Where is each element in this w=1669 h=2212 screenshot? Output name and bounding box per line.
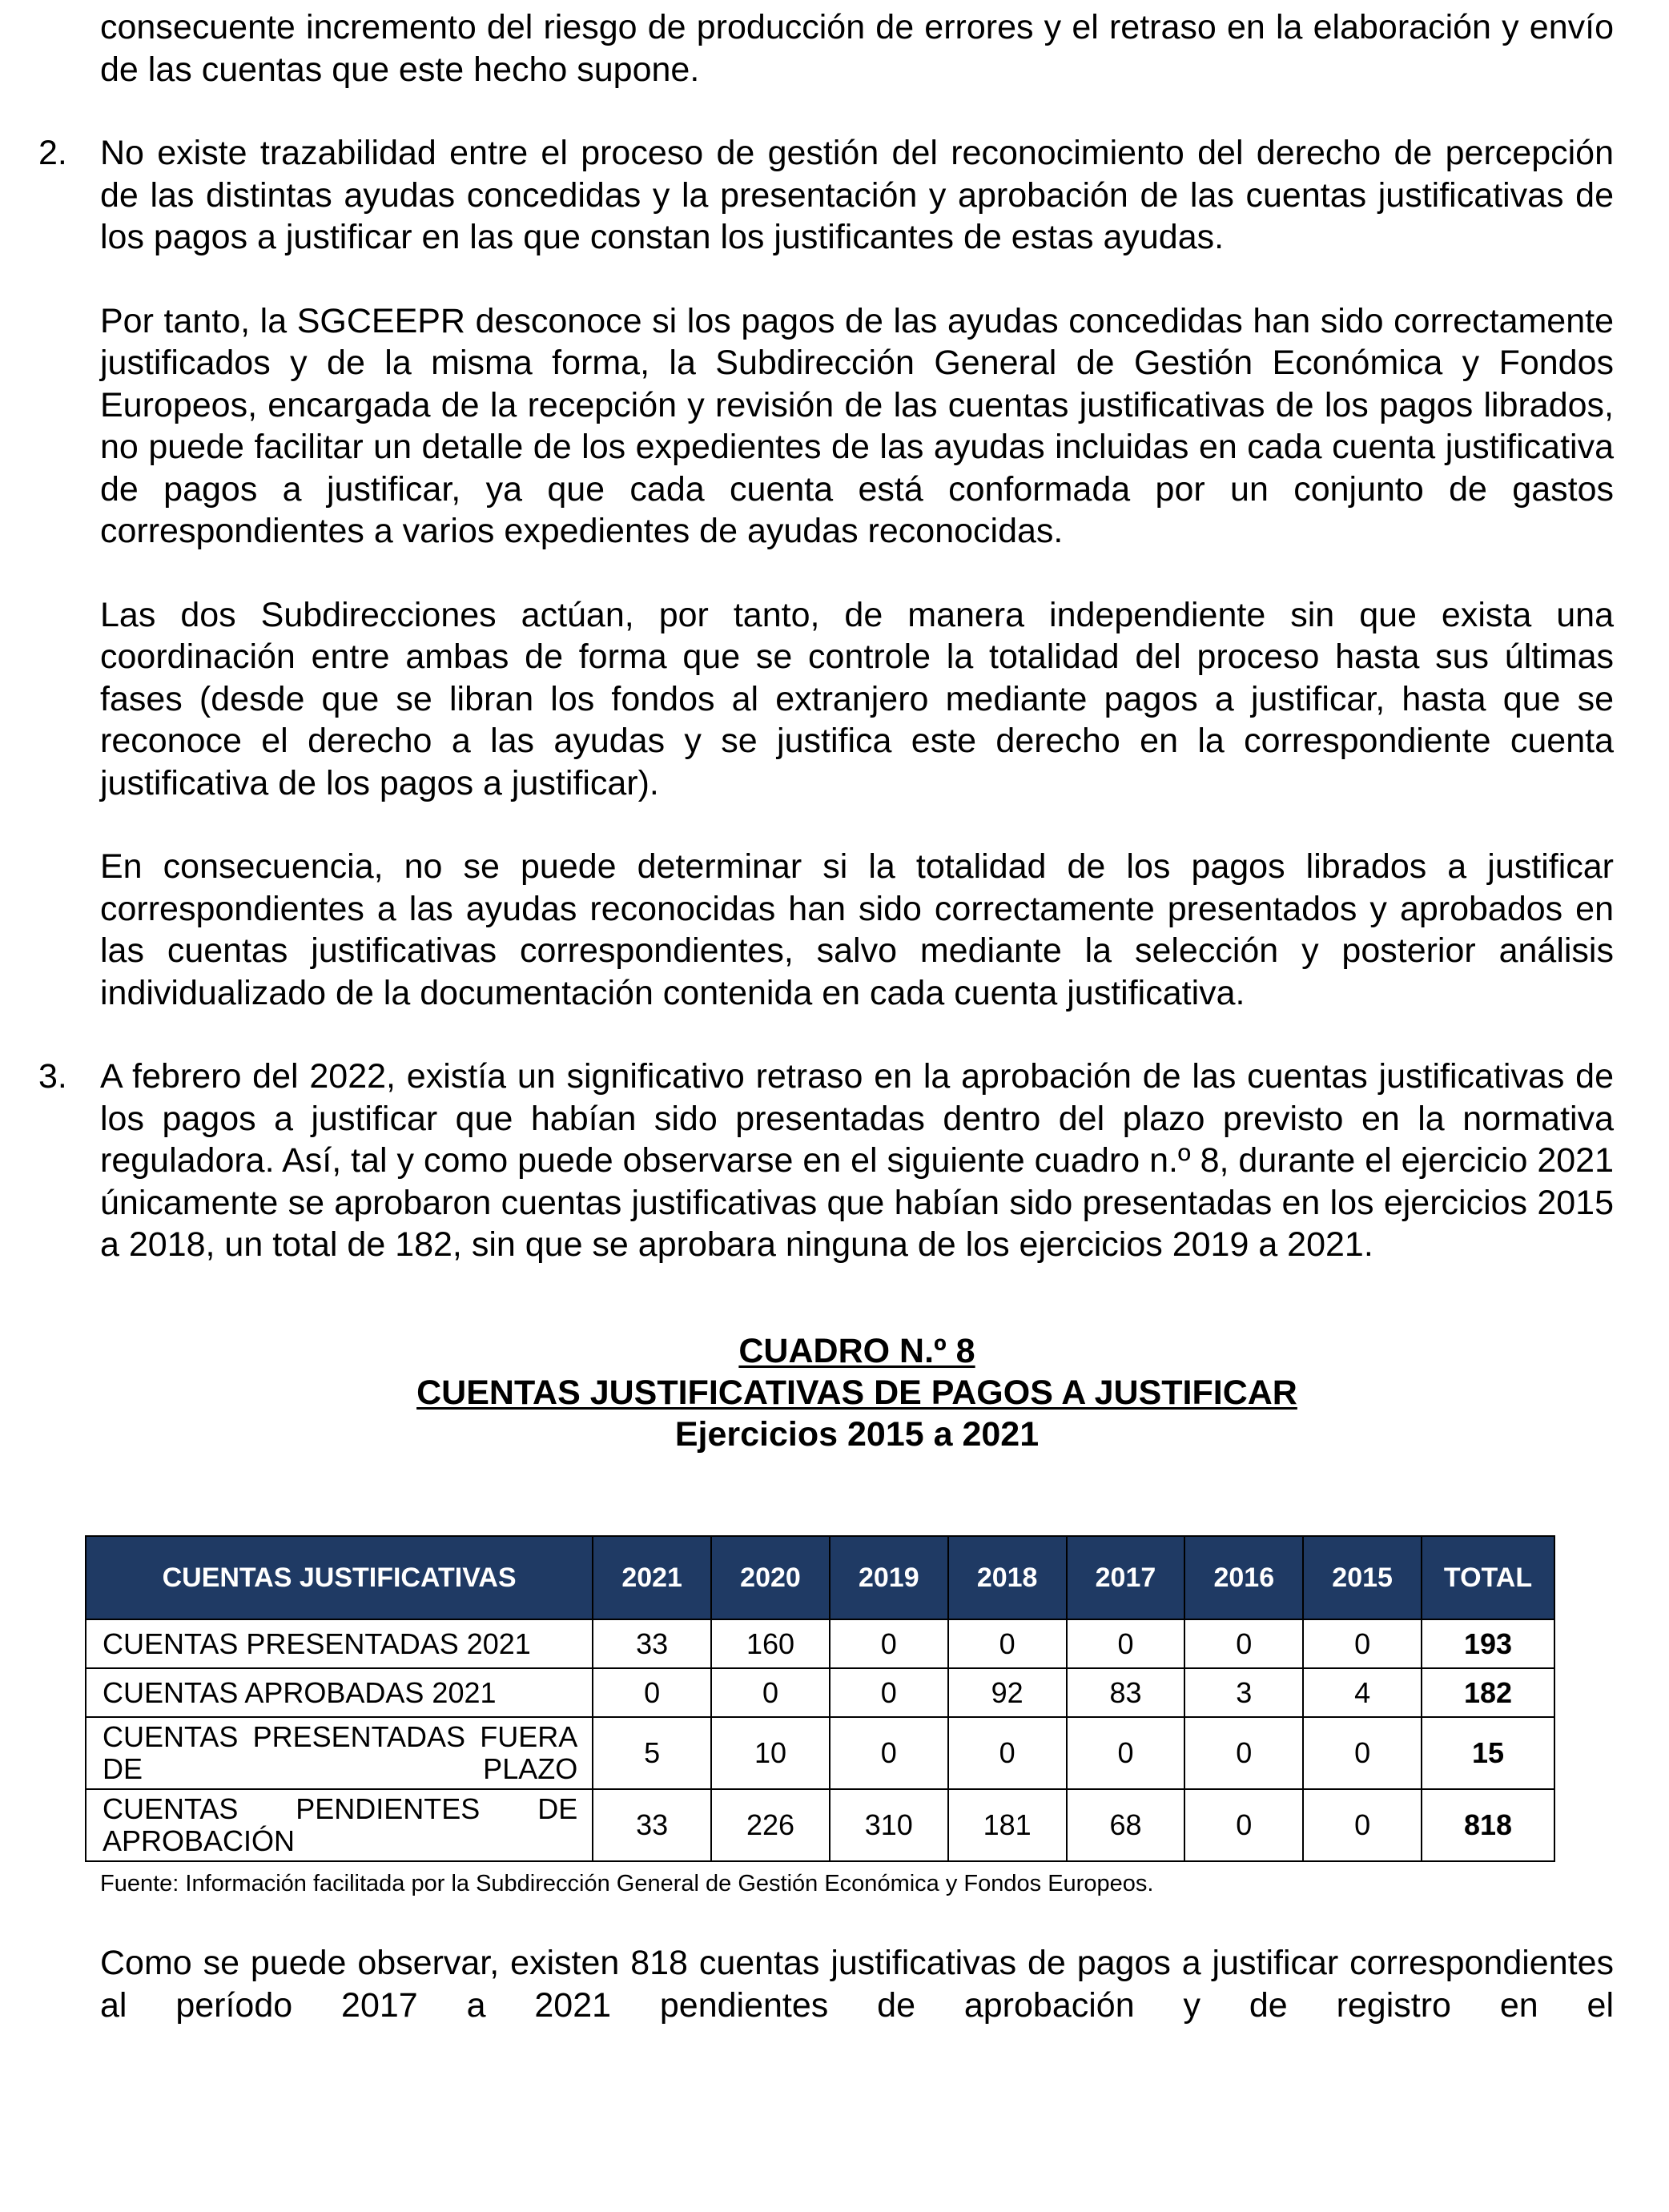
header-2020: 2020 <box>711 1536 830 1619</box>
cell-2020: 10 <box>711 1717 830 1789</box>
cell-2018: 0 <box>948 1619 1067 1668</box>
cell-2019: 0 <box>830 1668 948 1717</box>
header-2018: 2018 <box>948 1536 1067 1619</box>
list-number-3: 3. <box>38 1057 67 1096</box>
cell-2017: 0 <box>1067 1619 1185 1668</box>
cell-2017: 68 <box>1067 1789 1185 1861</box>
item3-paragraph-1: A febrero del 2022, existía un significativo retraso en la aprobación de las cuentas justificativas de los pagos a justificar que habían sido presentadas dentro del plazo previsto en la normativa reguladora. Así, tal y como puede observarse en el siguiente cuadro n.º 8, durante el ejercicio 2021 únicamente se aprobaron cuentas justificativas que habían sido presentadas en los ejercicios 2015 a 2018, un total de 182, sin que se aprobara ninguna de los ejercicios 2019 a 2021. <box>100 1057 1614 1264</box>
cell-2020: 0 <box>711 1668 830 1717</box>
cell-2018: 0 <box>948 1717 1067 1789</box>
cell-2021: 33 <box>593 1789 711 1861</box>
cell-total: 818 <box>1422 1789 1554 1861</box>
cell-2019: 0 <box>830 1619 948 1668</box>
cell-total: 15 <box>1422 1717 1554 1789</box>
cell-2015: 0 <box>1303 1619 1422 1668</box>
header-2015: 2015 <box>1303 1536 1422 1619</box>
list-item-2 <box>38 132 1614 259</box>
table-header-row <box>86 1536 1554 1619</box>
list-number-2: 2. <box>38 134 67 172</box>
header-2016: 2016 <box>1184 1536 1303 1619</box>
cuadro-table <box>85 1535 1555 1862</box>
cell-2018: 181 <box>948 1789 1067 1861</box>
table-row <box>86 1619 1554 1668</box>
header-2021: 2021 <box>593 1536 711 1619</box>
table-title-name: CUENTAS JUSTIFICATIVAS DE PAGOS A JUSTIFICAR <box>416 1373 1297 1412</box>
row-label: CUENTAS PENDIENTES DE APROBACIÓN <box>86 1789 593 1861</box>
cell-2020: 160 <box>711 1619 830 1668</box>
cell-total: 193 <box>1422 1619 1554 1668</box>
cell-2020: 226 <box>711 1789 830 1861</box>
paragraph-intro: consecuente incremento del riesgo de producción de errores y el retraso en la elaboración y envío de las cuentas que este hecho supone. <box>100 8 1614 89</box>
closing-paragraph-wrapper <box>100 1942 1614 2026</box>
cell-2019: 310 <box>830 1789 948 1861</box>
header-2017: 2017 <box>1067 1536 1185 1619</box>
item2-paragraph-1: No existe trazabilidad entre el proceso de gestión del reconocimiento del derecho de percepción de las distintas ayudas concedidas y la presentación y aprobación de las cuentas justificativas de los pagos a justificar en las que constan los justificantes de estas ayudas. <box>100 134 1614 256</box>
list-item-3 <box>38 1056 1614 1266</box>
cell-2016: 3 <box>1184 1668 1303 1717</box>
closing-paragraph: Como se puede observar, existen 818 cuentas justificativas de pagos a justificar correspondientes al período 2017 a 2021 pendientes de aprobación y de registro en el <box>100 1944 1614 2025</box>
item2-paragraph-4: En consecuencia, no se puede determinar si la totalidad de los pagos librados a justificar correspondientes a las ayudas reconocidas han sido correctamente presentados y aprobados en las cuentas justificativas correspondientes, salvo mediante la selección y posterior análisis individualizado de la documentación contenida en cada cuenta justificativa. <box>100 847 1614 1012</box>
row-label: CUENTAS APROBADAS 2021 <box>86 1668 593 1717</box>
cell-2017: 83 <box>1067 1668 1185 1717</box>
cell-2016: 0 <box>1184 1717 1303 1789</box>
table-row <box>86 1668 1554 1717</box>
header-2019: 2019 <box>830 1536 948 1619</box>
table-title-number: CUADRO N.º 8 <box>738 1331 975 1370</box>
cell-2016: 0 <box>1184 1619 1303 1668</box>
header-cuentas: CUENTAS JUSTIFICATIVAS <box>86 1536 593 1619</box>
row-label: CUENTAS PRESENTADAS FUERA DE PLAZO <box>86 1717 593 1789</box>
cell-2018: 92 <box>948 1668 1067 1717</box>
table-title-period: Ejercicios 2015 a 2021 <box>674 1414 1040 1454</box>
row-label: CUENTAS PRESENTADAS 2021 <box>86 1619 593 1668</box>
cell-2016: 0 <box>1184 1789 1303 1861</box>
table-title <box>100 1330 1614 1455</box>
document-body <box>38 6 1614 1455</box>
item2-paragraph-3: Las dos Subdirecciones actúan, por tanto, de manera independiente sin que exista una coordinación entre ambas de forma que se controle la totalidad del proceso hasta sus últimas fases (desde que se libran los fondos al extranjero mediante pagos a justificar, hasta que se reconoce el derecho a las ayudas y se justifica este derecho en la correspondiente cuenta justificativa de los pagos a justificar). <box>100 595 1614 802</box>
table-source-note: Fuente: Información facilitada por la Subdirección General de Gestión Económica y Fondos Europeos. <box>100 1871 1154 1896</box>
cell-2015: 4 <box>1303 1668 1422 1717</box>
header-total: TOTAL <box>1422 1536 1554 1619</box>
cell-2019: 0 <box>830 1717 948 1789</box>
cell-2015: 0 <box>1303 1717 1422 1789</box>
cell-2021: 5 <box>593 1717 711 1789</box>
cell-2021: 33 <box>593 1619 711 1668</box>
table-row <box>86 1717 1554 1789</box>
cell-total: 182 <box>1422 1668 1554 1717</box>
cell-2015: 0 <box>1303 1789 1422 1861</box>
item2-paragraph-2: Por tanto, la SGCEEPR desconoce si los pagos de las ayudas concedidas han sido correctamente justificados y de la misma forma, la Subdirección General de Gestión Económica y Fondos Europeos, encargada de la recepción y revisión de las cuentas justificativas de los pagos librados, no puede facilitar un detalle de los expedientes de las ayudas incluidas en cada cuenta justificativa de pagos a justificar, ya que cada cuenta está conformada por un conjunto de gastos correspondientes a varios expedientes de ayudas reconocidas. <box>100 301 1614 550</box>
cell-2021: 0 <box>593 1668 711 1717</box>
cell-2017: 0 <box>1067 1717 1185 1789</box>
table-row <box>86 1789 1554 1861</box>
